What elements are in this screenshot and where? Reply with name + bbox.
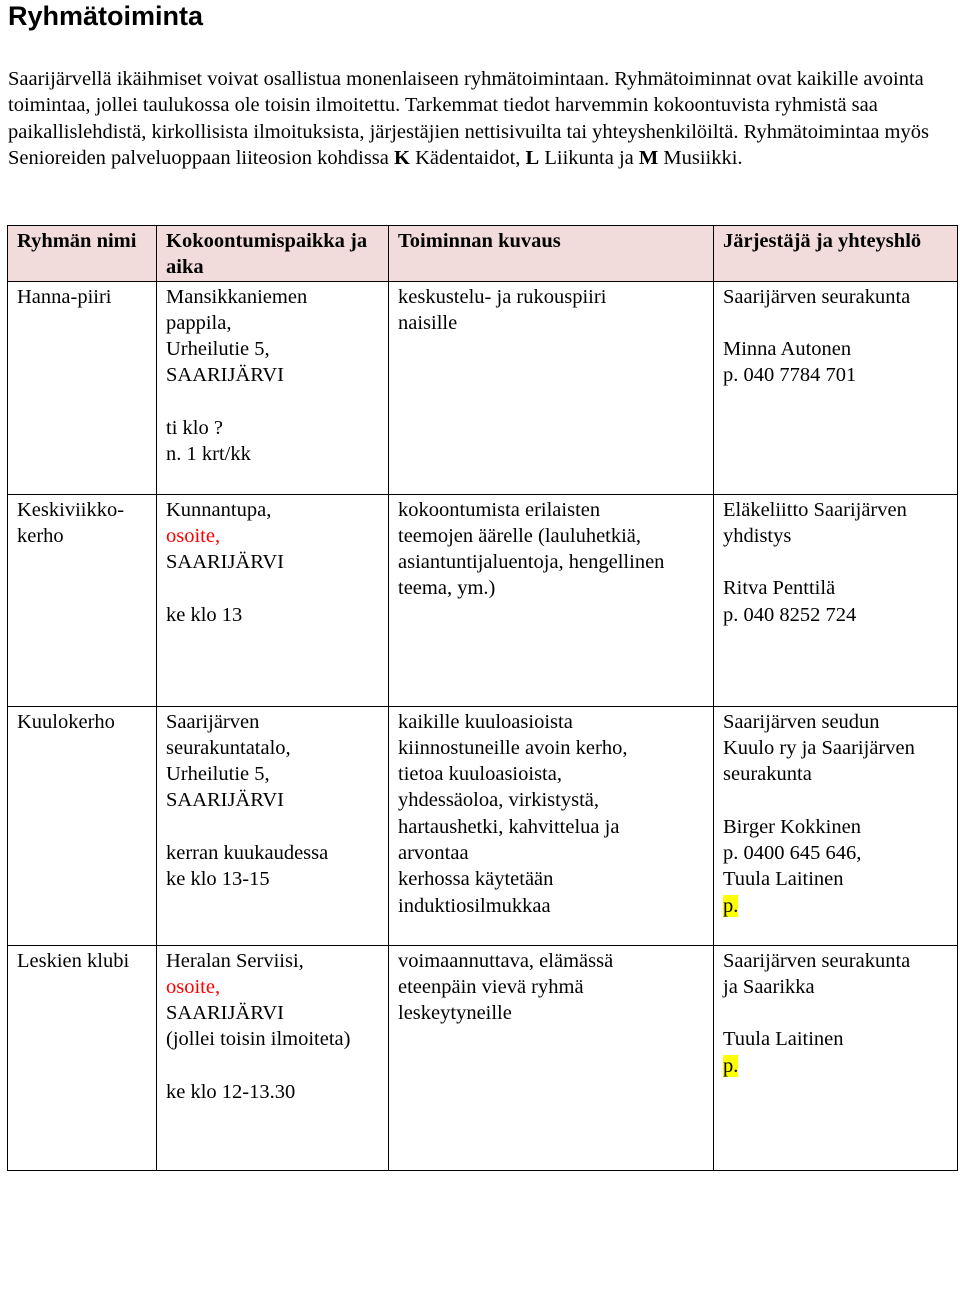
place-line: Urheilutie 5,	[166, 763, 270, 786]
organizer-cell	[714, 706, 958, 945]
description-cell	[389, 706, 714, 945]
organizer-name: Kuulo ry ja Saarijärven	[723, 736, 915, 759]
time-line: ke klo 12-13.30	[166, 1081, 296, 1104]
description-line: tietoa kuuloasioista,	[398, 763, 562, 786]
group-name: Keskiviikko-	[17, 498, 125, 521]
organizer-name: Saarijärven seurakunta	[723, 949, 911, 972]
description-line: yhdessäoloa, virkistystä,	[398, 789, 599, 812]
time-line: kerran kuukaudessa	[166, 842, 329, 865]
description-line: arvontaa	[398, 842, 469, 865]
contact-person: Minna Autonen	[723, 338, 852, 361]
description-line: asiantuntijaluentoja, hengellinen	[398, 551, 665, 574]
organizer-name: seurakunta	[723, 763, 812, 786]
table-row	[8, 945, 958, 1170]
group-name: Hanna-piiri	[17, 285, 112, 308]
description-line: teema, ym.)	[398, 577, 496, 600]
description-line: naisille	[398, 311, 458, 334]
place-cell	[157, 281, 389, 494]
intro-text: Saarijärvellä ikäihmiset voivat osallistua monenlaiseen ryhmätoimintaan. Ryhmätoiminnat ovat kaikille avointa toimintaa, jollei taulukossa ole toisin ilmoitettu. Tarkemmat tiedot harvemmin kokoontuvista ryhmistä saa paikallislehdistä, kirkollisista ilmoituksista, järjestäjien nettisivuilta tai yhteyshenkilöiltä. Ryhmätoimintaa myös Senioreiden palveluoppaan liiteosion kohdissa	[8, 68, 929, 169]
intro-letter-l: L	[525, 146, 540, 169]
header-description: Toiminnan kuvaus	[389, 226, 714, 282]
place-line: SAARIJÄRVI	[166, 1002, 284, 1025]
intro-text-2: Kädentaidot,	[409, 146, 526, 169]
description-cell	[389, 281, 714, 494]
organizer-name: ja Saarikka	[723, 975, 815, 998]
organizer-cell	[714, 945, 958, 1170]
organizer-name: Eläkeliitto Saarijärven	[723, 498, 907, 521]
description-line: eteenpäin vievä ryhmä	[398, 975, 584, 998]
place-line: Saarijärven	[166, 710, 260, 733]
header-organizer: Järjestäjä ja yhteyshlö	[714, 226, 958, 282]
group-name-cell	[8, 945, 157, 1170]
time-line: n. 1 krt/kk	[166, 443, 251, 466]
description-line: kiinnostuneille avoin kerho,	[398, 736, 628, 759]
groups-table	[7, 225, 958, 1171]
organizer-cell	[714, 281, 958, 494]
address-placeholder: osoite,	[166, 975, 221, 998]
description-line: induktiosilmukkaa	[398, 894, 551, 917]
description-line: voimaannuttava, elämässä	[398, 949, 614, 972]
description-line: keskustelu- ja rukouspiiri	[398, 285, 607, 308]
description-line: leskeytyneille	[398, 1002, 512, 1025]
description-line: hartaushetki, kahvittelua ja	[398, 815, 620, 838]
page-title: Ryhmätoiminta	[8, 1, 204, 31]
description-cell	[389, 945, 714, 1170]
description-line: teemojen äärelle (lauluhetkiä,	[398, 524, 642, 547]
intro-text-4: Musiikki.	[658, 146, 743, 169]
group-name: Kuulokerho	[17, 710, 115, 733]
header-place-time: Kokoontumispaikka ja aika	[157, 226, 389, 282]
contact-person: Birger Kokkinen	[723, 815, 861, 838]
missing-phone-highlight: p.	[723, 1054, 739, 1077]
place-line: Heralan Serviisi,	[166, 949, 304, 972]
place-line: SAARIJÄRVI	[166, 364, 284, 387]
organizer-cell	[714, 494, 958, 706]
table-header-row	[8, 226, 958, 282]
contact-person: Ritva Penttilä	[723, 577, 836, 600]
organizer-name: Saarijärven seurakunta	[723, 285, 911, 308]
table-row	[8, 706, 958, 945]
description-line: kaikille kuuloasioista	[398, 710, 573, 733]
place-line: Kunnantupa,	[166, 498, 272, 521]
group-name: kerho	[17, 524, 64, 547]
time-line: ti klo ?	[166, 417, 223, 440]
place-line: SAARIJÄRVI	[166, 551, 284, 574]
description-cell	[389, 494, 714, 706]
intro-text-3: Liikunta ja	[539, 146, 639, 169]
organizer-name: Saarijärven seudun	[723, 710, 880, 733]
table-row	[8, 494, 958, 706]
place-cell	[157, 494, 389, 706]
time-line: ke klo 13-15	[166, 868, 270, 891]
group-name-cell	[8, 281, 157, 494]
table-row	[8, 281, 958, 494]
intro-letter-k: K	[394, 146, 410, 169]
missing-phone-highlight: p.	[723, 894, 739, 917]
place-line: pappila,	[166, 311, 232, 334]
description-line: kerhossa käytetään	[398, 868, 554, 891]
contact-person: Tuula Laitinen	[723, 1028, 844, 1051]
header-group-name: Ryhmän nimi	[8, 226, 157, 282]
place-cell	[157, 706, 389, 945]
place-line: Urheilutie 5,	[166, 338, 270, 361]
group-name-cell	[8, 706, 157, 945]
intro-paragraph	[8, 66, 953, 171]
contact-phone: p. 0400 645 646,	[723, 842, 862, 865]
place-line: SAARIJÄRVI	[166, 789, 284, 812]
place-note: (jollei toisin ilmoiteta)	[166, 1028, 351, 1051]
organizer-name: yhdistys	[723, 524, 792, 547]
description-line: kokoontumista erilaisten	[398, 498, 601, 521]
group-name: Leskien klubi	[17, 949, 130, 972]
place-cell	[157, 945, 389, 1170]
group-name-cell	[8, 494, 157, 706]
contact-person: Tuula Laitinen	[723, 868, 844, 891]
time-line: ke klo 13	[166, 603, 243, 626]
address-placeholder: osoite,	[166, 524, 221, 547]
intro-letter-m: M	[638, 146, 659, 169]
contact-phone: p. 040 7784 701	[723, 364, 857, 387]
place-line: Mansikkaniemen	[166, 285, 308, 308]
place-line: seurakuntatalo,	[166, 736, 291, 759]
contact-phone: p. 040 8252 724	[723, 603, 857, 626]
